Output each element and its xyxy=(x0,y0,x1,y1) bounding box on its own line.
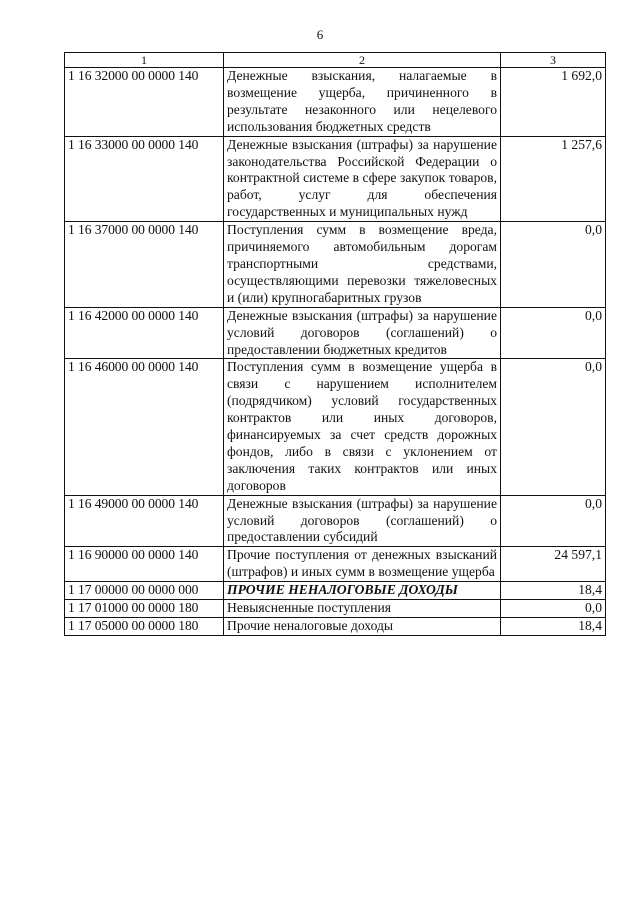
column-header-amount: 3 xyxy=(501,53,606,68)
row-amount: 0,0 xyxy=(501,495,606,547)
row-name: ПРОЧИЕ НЕНАЛОГОВЫЕ ДОХОДЫ xyxy=(224,582,501,600)
row-name: Невыясненные поступления xyxy=(224,600,501,618)
row-amount: 18,4 xyxy=(501,618,606,636)
table-row xyxy=(65,136,606,222)
row-amount: 0,0 xyxy=(501,222,606,308)
table-row xyxy=(65,618,606,636)
row-name: Денежные взыскания (штрафы) за нарушение условий договоров (соглашений) о предоставлении субсидий xyxy=(224,495,501,547)
column-header-code: 1 xyxy=(65,53,224,68)
row-name: Прочие неналоговые доходы xyxy=(224,618,501,636)
row-name: Прочие поступления от денежных взысканий (штрафов) и иных сумм в возмещение ущерба xyxy=(224,547,501,582)
table-row xyxy=(65,600,606,618)
table-row xyxy=(65,495,606,547)
row-amount: 0,0 xyxy=(501,307,606,359)
row-amount: 18,4 xyxy=(501,582,606,600)
row-code: 1 16 90000 00 0000 140 xyxy=(65,547,224,582)
row-code: 1 16 37000 00 0000 140 xyxy=(65,222,224,308)
budget-revenue-table xyxy=(64,52,606,636)
row-code: 1 16 46000 00 0000 140 xyxy=(65,359,224,495)
table-header-row xyxy=(65,53,606,68)
row-code: 1 16 33000 00 0000 140 xyxy=(65,136,224,222)
table-row xyxy=(65,359,606,495)
row-name: Поступления сумм в возмещение ущерба в связи с нарушением исполнителем (подрядчиком) условий государственных контрактов или иных договоров, финансируемых за счет средств дорожных фондов, либо в связи с уклонением от заключения таких контрактов или иных договоров xyxy=(224,359,501,495)
row-name: Денежные взыскания, налагаемые в возмещение ущерба, причиненного в результате незаконного или нецелевого использования бюджетных средств xyxy=(224,68,501,137)
table-row xyxy=(65,547,606,582)
row-code: 1 16 49000 00 0000 140 xyxy=(65,495,224,547)
row-name: Денежные взыскания (штрафы) за нарушение условий договоров (соглашений) о предоставлении бюджетных кредитов xyxy=(224,307,501,359)
row-name: Поступления сумм в возмещение вреда, причиняемого автомобильным дорогам транспортными средствами, осуществляющими перевозки тяжеловесных и (или) крупногабаритных грузов xyxy=(224,222,501,308)
table-row xyxy=(65,68,606,137)
row-name: Денежные взыскания (штрафы) за нарушение законодательства Российской Федерации о контрактной системе в сфере закупок товаров, работ, услуг для обеспечения государственных и муниципальных нужд xyxy=(224,136,501,222)
row-code: 1 16 32000 00 0000 140 xyxy=(65,68,224,137)
table-row xyxy=(65,222,606,308)
row-amount: 24 597,1 xyxy=(501,547,606,582)
row-code: 1 17 05000 00 0000 180 xyxy=(65,618,224,636)
row-amount: 1 692,0 xyxy=(501,68,606,137)
row-code: 1 17 00000 00 0000 000 xyxy=(65,582,224,600)
row-amount: 1 257,6 xyxy=(501,136,606,222)
table-row xyxy=(65,307,606,359)
row-amount: 0,0 xyxy=(501,600,606,618)
row-code: 1 16 42000 00 0000 140 xyxy=(65,307,224,359)
page-number: 6 xyxy=(316,27,324,42)
row-amount: 0,0 xyxy=(501,359,606,495)
table-row-section-total xyxy=(65,582,606,600)
column-header-name: 2 xyxy=(224,53,501,68)
row-code: 1 17 01000 00 0000 180 xyxy=(65,600,224,618)
